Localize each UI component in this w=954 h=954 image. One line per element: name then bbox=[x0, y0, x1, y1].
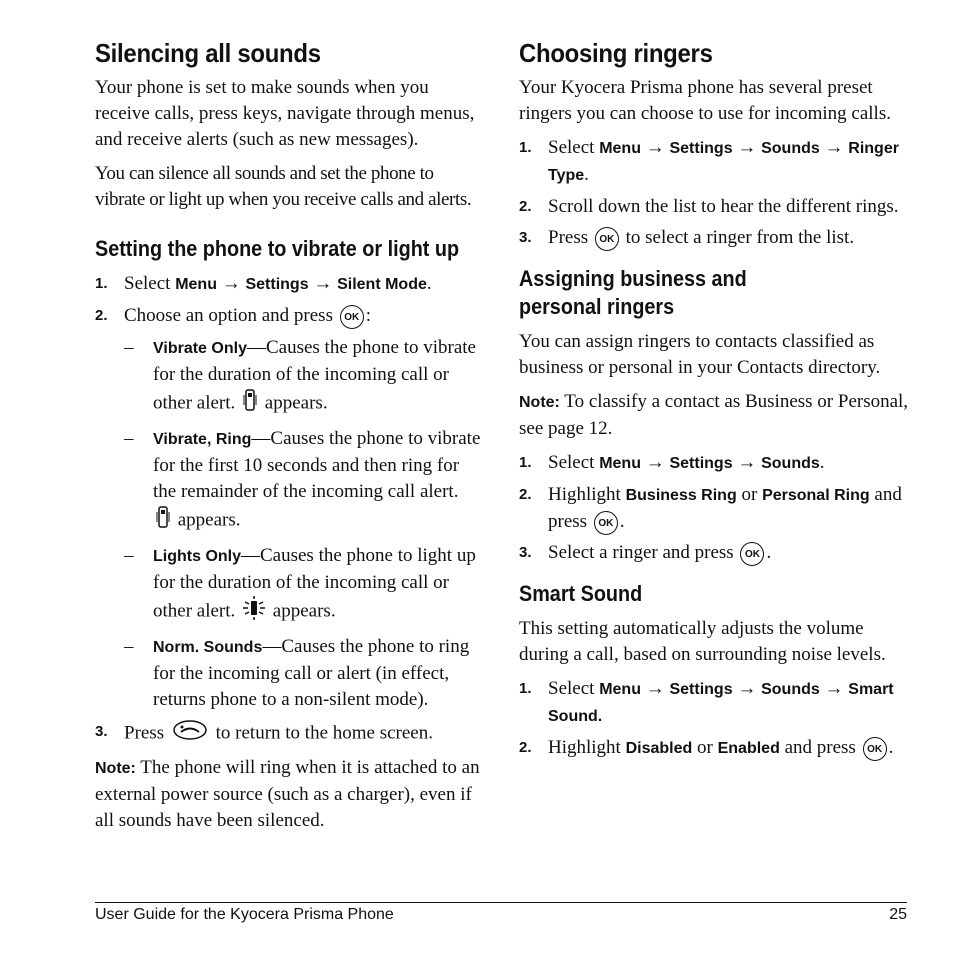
vibrate-icon bbox=[243, 388, 257, 420]
option-lights-only: – Lights Only—Causes the phone to light up for the duration of the incoming call or other alert. appears. bbox=[124, 543, 483, 628]
smart-sound-steps bbox=[519, 676, 911, 762]
end-key-icon bbox=[172, 719, 208, 749]
menu-label: Menu bbox=[175, 276, 217, 293]
business-step-2: 2. Highlight Business Ring or Personal Ring and press OK . bbox=[519, 482, 911, 535]
vibrate-ring-icon bbox=[156, 505, 170, 537]
ok-key-icon: OK bbox=[863, 737, 887, 761]
smart-step-1: 1. Select Menu → Settings → Sounds → Smart Sound. bbox=[519, 678, 894, 725]
page-number: 25 bbox=[889, 906, 907, 923]
steps-list bbox=[95, 271, 483, 749]
ok-key-icon: OK bbox=[740, 542, 764, 566]
page-footer bbox=[95, 902, 907, 923]
options-list bbox=[124, 335, 483, 713]
ringer-step-1: 1. Select Menu → Settings → Sounds → Ringer Type. bbox=[519, 137, 899, 185]
subsection-title-vibrate: Setting the phone to vibrate or light up bbox=[95, 236, 460, 261]
step-2: 2. Choose an option and press OK : – Vibrate Only—Causes the phone to vibrate for the duration of the incoming call or other alert. appears. – Vibrate, Ring—Causes the phone to vibrate for the first 10 seconds and then ring for the remainder of the incoming call alert. appears. – Lights Only—Causes the phone to light up for the duration of the incoming call or other alert. appears. – Norm. Sounds—Causes the phone to ring for the incoming call or alert (in effect, returns phone to a non-silent mode). bbox=[95, 303, 483, 713]
business-note: Note: To classify a contact as Business or Personal, see page 12. bbox=[519, 391, 909, 439]
silent-mode-label: Silent Mode bbox=[337, 276, 427, 293]
business-step-3: 3. Select a ringer and press OK . bbox=[519, 540, 911, 566]
option-norm-sounds: – Norm. Sounds—Causes the phone to ring for the incoming call or alert (in effect, returns phone to a non-silent mode). bbox=[124, 636, 470, 710]
section-title-ringers: Choosing ringers bbox=[519, 38, 713, 68]
ok-key-icon: OK bbox=[594, 511, 618, 535]
right-column bbox=[519, 38, 911, 768]
step-3: 3. Press to return to the home screen. bbox=[95, 719, 483, 749]
business-steps bbox=[519, 450, 911, 566]
ringers-intro: Your Kyocera Prisma phone has several preset ringers you can choose to use for incoming calls. bbox=[519, 77, 891, 124]
footer-title: User Guide for the Kyocera Prisma Phone bbox=[95, 906, 394, 923]
business-step-1: 1. Select Menu → Settings → Sounds. bbox=[519, 452, 825, 473]
smart-sound-intro: This setting automatically adjusts the volume during a call, based on surrounding noise levels. bbox=[519, 618, 886, 665]
ringer-step-3: 3. Press OK to select a ringer from the list. bbox=[519, 225, 911, 251]
settings-label: Settings bbox=[245, 276, 309, 293]
note-paragraph: Note: The phone will ring when it is attached to an external power source (such as a charger), even if all sounds have been silenced. bbox=[95, 757, 480, 831]
option-vibrate-only: – Vibrate Only—Causes the phone to vibrate for the duration of the incoming call or other alert. appears. bbox=[124, 335, 483, 420]
subsection-title-business-personal: Assigning business and personal ringers bbox=[519, 266, 747, 319]
left-column bbox=[95, 38, 483, 842]
ok-key-icon: OK bbox=[340, 305, 364, 329]
subsection-title-smart-sound: Smart Sound bbox=[519, 581, 643, 606]
light-icon bbox=[243, 596, 265, 628]
section-title-silencing: Silencing all sounds bbox=[95, 38, 321, 68]
business-intro: You can assign ringers to contacts classified as business or personal in your Contacts directory. bbox=[519, 331, 881, 378]
ringer-step-2: 2. Scroll down the list to hear the different rings. bbox=[519, 196, 899, 217]
ringer-steps bbox=[519, 135, 911, 251]
option-vibrate-ring: – Vibrate, Ring—Causes the phone to vibrate for the first 10 seconds and then ring for the remainder of the incoming call alert. appears. bbox=[124, 426, 483, 537]
smart-step-2: 2. Highlight Disabled or Enabled and press OK . bbox=[519, 735, 911, 762]
step-1: 1. Select Menu → Settings → Silent Mode. bbox=[95, 273, 432, 294]
intro-paragraph: Your phone is set to make sounds when you receive calls, press keys, navigate through menus, and receive alerts (such as new messages). bbox=[95, 77, 475, 150]
ok-key-icon: OK bbox=[595, 227, 619, 251]
intro-paragraph-2: You can silence all sounds and set the phone to vibrate or light up when you receive calls and alerts. bbox=[95, 163, 472, 210]
